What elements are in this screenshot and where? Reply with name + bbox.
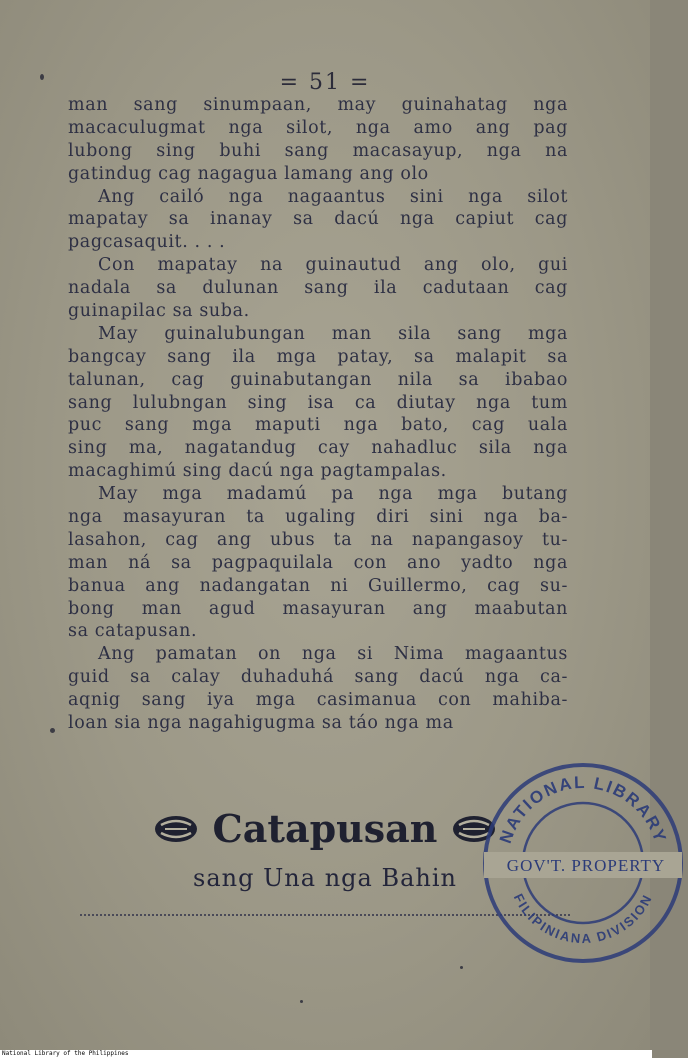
text-line: Ang pamatan on nga si Nima magaantus xyxy=(98,644,568,665)
text-line: guid sa calay duhaduhá sang dacú nga ca- xyxy=(68,667,568,688)
ink-speck xyxy=(40,74,44,80)
text-line: Con mapatay na guinautud ang olo, gui xyxy=(98,255,568,276)
closing-subtitle: sang Una nga Bahin xyxy=(193,864,457,892)
text-line: man sang sinumpaan, may guinahatag nga xyxy=(68,95,568,115)
text-line: loan sia nga nagahigugma sa táo nga ma xyxy=(68,713,454,734)
text-line: nga masayuran ta ugaling diri sini nga ba- xyxy=(68,507,568,528)
left-ornament-icon xyxy=(153,814,199,844)
text-line: macaculugmat nga silot, nga amo ang pag xyxy=(68,117,568,138)
text-line: May mga madamú pa nga mga butang xyxy=(98,484,568,505)
text-line: bangcay sang ila mga patay, sa malapit sa xyxy=(68,346,568,367)
footer-credit: National Library of the Philippines xyxy=(0,1050,652,1058)
text-line: guinapilac sa suba. xyxy=(68,301,250,322)
text-line: nadala sa dulunan sang ila cadutaan cag xyxy=(68,278,568,299)
ink-speck xyxy=(300,1000,303,1003)
svg-text:FILIPINIANA DIVISION xyxy=(511,891,656,946)
text-line: gatindug cag nagagua lamang ang olo xyxy=(68,163,429,184)
text-line: Ang cailó nga nagaantus sini nga silot xyxy=(98,186,568,207)
text-line: bong man agud masayuran ang maabutan xyxy=(68,598,568,619)
stamp-middle-text: GOV'T. PROPERTY xyxy=(506,856,666,875)
text-line: lubong sing buhi sang macasayup, nga na xyxy=(68,140,568,161)
text-line: mapatay sa inanay sa dacú nga capiut cag xyxy=(68,209,568,230)
text-line: banua ang nadangatan ni Guillermo, cag su- xyxy=(68,575,568,596)
text-line: sang lulubngan sing isa ca diutay nga tum xyxy=(68,392,568,413)
page-number: = 51 = xyxy=(279,70,371,95)
text-line: sing ma, nagatandug cay nahadluc sila nga xyxy=(68,438,568,459)
text-line: May guinalubungan man sila sang mga xyxy=(98,323,568,344)
text-line: puc sang mga maputi nga bato, cag uala xyxy=(68,415,568,436)
body-text xyxy=(68,94,568,735)
text-line: sa catapusan. xyxy=(68,621,198,642)
text-line: pagcasaquit. . . . xyxy=(68,232,226,253)
text-line: lasahon, cag ang ubus ta na napangasoy tu- xyxy=(68,529,568,550)
end-title-group xyxy=(153,806,498,851)
end-title: Catapusan xyxy=(212,806,438,851)
ink-speck xyxy=(50,728,55,733)
text-line: talunan, cag guinabutangan nila sa ibabao xyxy=(68,369,568,390)
text-line: man ná sa pagpaquilala con ano yadto nga xyxy=(68,552,568,573)
ink-speck xyxy=(460,966,463,969)
text-line: aqnig sang iya mga casimanua con mahiba- xyxy=(68,690,568,711)
text-line: macaghimú sing dacú nga pagtampalas. xyxy=(68,461,447,482)
stamp-top-text: NATIONAL LIBRARY xyxy=(495,772,671,846)
stamp-bottom-text: FILIPINIANA DIVISION xyxy=(510,891,656,947)
library-stamp xyxy=(478,758,688,968)
